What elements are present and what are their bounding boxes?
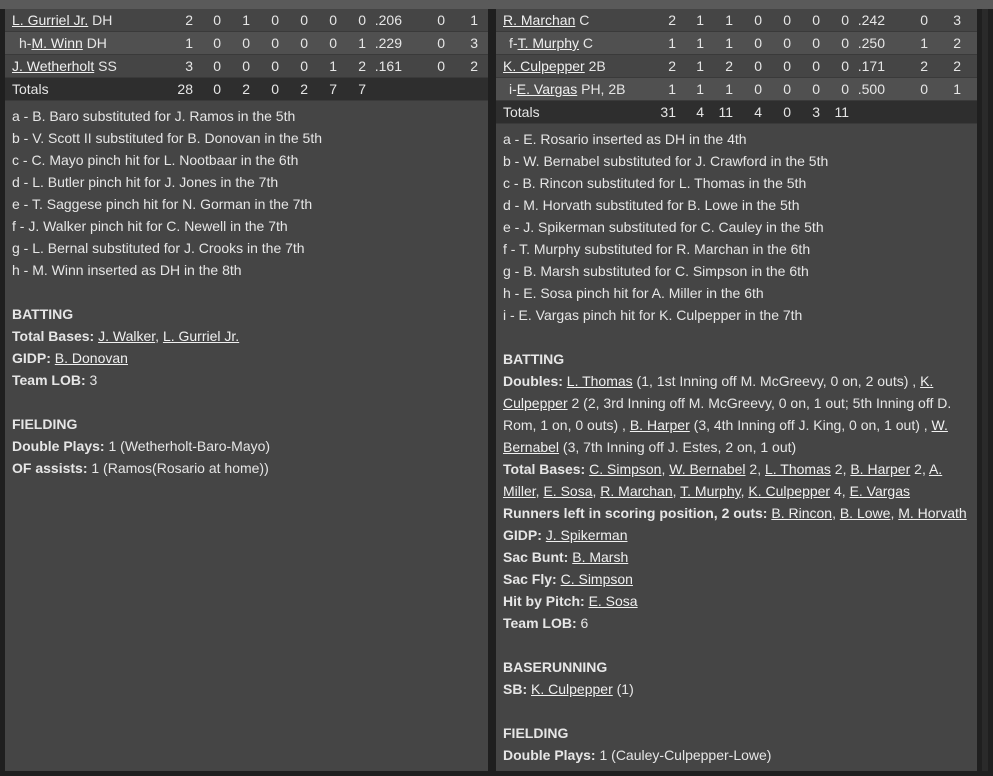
player-link[interactable]: L. Thomas — [566, 373, 633, 389]
totals-label: Totals — [503, 104, 540, 120]
player-link[interactable]: L. Gurriel Jr. — [12, 12, 89, 28]
doubles-line: Doubles: L. Thomas (1, 1st Inning off M. McGreevy, 0 on, 2 outs) , K. Culpepper 2 (2, 3rd Inning off M. McGreevy, 0 on, 1 out; 5th Inning off D. Rom, 1 on, 0 outs) , B. Harper (3, 4th Inning off J. King, 0 on, 1 out) , W. Bernabel (3, 7th Inning off J. Estes, 2 on, 1 out) — [503, 373, 952, 455]
top-bar — [0, 0, 993, 9]
player-link[interactable]: B. Harper — [850, 461, 911, 477]
stat-cell: 1 — [242, 12, 250, 28]
gidp-line: GIDP: B. Donovan — [12, 350, 128, 366]
stat-cell: 0 — [754, 12, 762, 28]
scrollbar[interactable] — [982, 9, 988, 771]
player-link[interactable]: K. Culpepper — [748, 483, 831, 499]
substitution-note: g - B. Marsh substituted for C. Simpson in the 6th — [503, 263, 809, 279]
player-link[interactable]: L. Gurriel Jr. — [162, 328, 240, 344]
player-link[interactable]: T. Murphy — [517, 35, 580, 51]
player-cell — [19, 32, 107, 54]
player-link[interactable]: K. — [920, 373, 934, 389]
table-row — [5, 9, 488, 32]
stat-cell: 0 — [841, 35, 849, 51]
totals-cell: 0 — [271, 81, 279, 97]
player-link[interactable]: R. Marchan — [600, 483, 673, 499]
sub-prefix: i- — [509, 81, 517, 97]
totals-cell: 7 — [329, 81, 337, 97]
baserunning-title: BASERUNNING — [503, 659, 608, 675]
position: DH — [92, 12, 113, 28]
stat-cell: 0 — [841, 81, 849, 97]
substitution-note: f - T. Murphy substituted for R. Marchan in the 6th — [503, 241, 811, 257]
totals-label: Totals — [12, 81, 49, 97]
stat-cell: .242 — [857, 12, 885, 28]
player-cell — [509, 32, 593, 54]
player-cell — [503, 9, 589, 31]
stat-cell: 0 — [437, 58, 445, 74]
player-link[interactable]: J. Walker — [98, 328, 156, 344]
stat-cell: 0 — [437, 12, 445, 28]
sub-prefix: h- — [19, 35, 32, 51]
substitution-note: d - L. Butler pinch hit for J. Jones in the 7th — [12, 174, 279, 190]
player-link[interactable]: J. Spikerman — [545, 527, 628, 543]
stat-cell: 0 — [213, 58, 221, 74]
stat-cell: 0 — [812, 35, 820, 51]
stat-cell: 1 — [696, 12, 704, 28]
stat-cell: 0 — [754, 35, 762, 51]
player-link[interactable]: J. Wetherholt — [12, 58, 95, 74]
player-link[interactable]: L. Thomas — [764, 461, 831, 477]
stat-cell: 3 — [185, 58, 193, 74]
stat-cell: 0 — [841, 12, 849, 28]
player-link[interactable]: E. Vargas — [516, 81, 578, 97]
stat-cell: .500 — [857, 81, 885, 97]
team-lob-line: Team LOB: 6 — [503, 615, 589, 631]
substitution-note: f - J. Walker pinch hit for C. Newell in the 7th — [12, 218, 288, 234]
stat-cell: .250 — [857, 35, 885, 51]
stat-cell: .171 — [857, 58, 885, 74]
stat-cell: 0 — [358, 12, 366, 28]
player-link[interactable]: E. Vargas — [849, 483, 910, 499]
totals-row — [496, 101, 977, 124]
total-bases-line: Total Bases: C. Simpson, W. Bernabel 2, L. Thomas 2, B. Harper 2, A. Miller, E. Sosa, R. Marchan, T. Murphy, K. Culpepper 4, E. Vargas — [503, 461, 943, 499]
substitution-note: a - B. Baro substituted for J. Ramos in the 5th — [12, 108, 296, 124]
stat-cell: 0 — [812, 12, 820, 28]
stat-cell: 2 — [953, 35, 961, 51]
double-plays-line: Double Plays: 1 (Wetherholt-Baro-Mayo) — [12, 438, 271, 454]
totals-cell: 31 — [660, 104, 676, 120]
batting-title: BATTING — [12, 306, 74, 322]
player-cell — [503, 55, 606, 77]
stat-cell: 2 — [668, 58, 676, 74]
stat-cell: 0 — [783, 35, 791, 51]
player-link[interactable]: A. — [928, 461, 943, 477]
substitution-notes — [496, 124, 977, 766]
substitution-note: d - M. Horvath substituted for B. Lowe in the 5th — [503, 197, 800, 213]
batting-table — [5, 9, 488, 101]
totals-cell: 0 — [213, 81, 221, 97]
stat-cell: 1 — [329, 58, 337, 74]
totals-cell: 28 — [177, 81, 193, 97]
stat-cell: 0 — [783, 58, 791, 74]
player-link[interactable]: M. Horvath — [898, 505, 967, 521]
stat-cell: 0 — [920, 12, 928, 28]
stat-cell: 1 — [953, 81, 961, 97]
of-assists-line: OF assists: 1 (Ramos(Rosario at home)) — [12, 460, 269, 476]
player-link[interactable]: B. Donovan — [54, 350, 128, 366]
position: C — [582, 35, 594, 51]
position: DH — [86, 35, 107, 51]
stat-cell: 0 — [271, 58, 279, 74]
stat-cell: 0 — [300, 12, 308, 28]
stat-cell: 0 — [271, 12, 279, 28]
player-link[interactable]: B. Marsh — [572, 549, 629, 565]
sub-prefix: f- — [509, 35, 518, 51]
stat-cell: 1 — [470, 12, 478, 28]
totals-cell: 11 — [834, 104, 849, 120]
stat-cell: 0 — [783, 12, 791, 28]
stat-cell: 2 — [920, 58, 928, 74]
stat-cell: 2 — [668, 12, 676, 28]
sb-line: SB: K. Culpepper (1) — [503, 681, 634, 697]
batting-table — [496, 9, 977, 124]
stat-cell: 1 — [696, 81, 704, 97]
hbp-line: Hit by Pitch: E. Sosa — [503, 593, 638, 609]
batting-title: BATTING — [503, 351, 565, 367]
totals-cell: 4 — [696, 104, 704, 120]
stat-cell: .161 — [374, 58, 402, 74]
table-row — [5, 32, 488, 55]
sac-fly-line: Sac Fly: C. Simpson — [503, 571, 633, 587]
stat-cell: 3 — [953, 12, 961, 28]
stat-cell: 0 — [783, 81, 791, 97]
player-link[interactable]: B. Rincon — [771, 505, 833, 521]
player-link[interactable]: E. Sosa — [543, 483, 593, 499]
totals-cell: 11 — [718, 104, 733, 120]
substitution-note: c - B. Rincon substituted for L. Thomas in the 5th — [503, 175, 807, 191]
player-cell — [12, 9, 112, 31]
fielding-title: FIELDING — [12, 416, 78, 432]
total-bases-line: Total Bases: J. Walker, L. Gurriel Jr. — [12, 328, 240, 344]
stat-cell: 0 — [920, 81, 928, 97]
substitution-note: b - V. Scott II substituted for B. Donovan in the 5th — [12, 130, 322, 146]
stat-cell: 0 — [242, 35, 250, 51]
stat-cell: 0 — [242, 58, 250, 74]
position: SS — [98, 58, 117, 74]
player-link[interactable]: K. Culpepper — [503, 58, 585, 74]
stat-cell: 0 — [213, 35, 221, 51]
position: C — [579, 12, 590, 28]
stat-cell: 1 — [725, 81, 733, 97]
stat-cell: 0 — [437, 35, 445, 51]
player-link[interactable]: K. Culpepper — [531, 681, 613, 697]
stat-cell: 0 — [300, 58, 308, 74]
player-cell — [509, 78, 625, 100]
stat-cell: 1 — [920, 35, 928, 51]
table-row — [5, 55, 488, 78]
fielding-title: FIELDING — [503, 725, 569, 741]
stat-cell: 0 — [754, 81, 762, 97]
home-box-score-panel — [496, 9, 977, 771]
stat-cell: 1 — [696, 35, 704, 51]
player-link[interactable]: Culpepper — [503, 395, 568, 411]
stat-cell: 1 — [725, 12, 733, 28]
stat-cell: 2 — [470, 58, 478, 74]
player-cell — [12, 55, 117, 77]
stat-cell: 2 — [953, 58, 961, 74]
position: PH, 2B — [581, 81, 626, 97]
player-link[interactable]: C. Simpson — [589, 461, 662, 477]
stat-cell: 2 — [358, 58, 366, 74]
totals-cell: 2 — [300, 81, 308, 97]
player-link[interactable]: B. Lowe — [839, 505, 891, 521]
stat-cell: 1 — [668, 81, 676, 97]
player-link[interactable]: W. Bernabel — [669, 461, 746, 477]
substitution-note: h - M. Winn inserted as DH in the 8th — [12, 262, 242, 278]
table-row — [496, 9, 977, 32]
player-link[interactable]: E. Sosa — [588, 593, 638, 609]
away-box-score-panel — [5, 9, 488, 771]
stat-cell: 2 — [185, 12, 193, 28]
gidp-line: GIDP: J. Spikerman — [503, 527, 628, 543]
stat-cell: 0 — [841, 58, 849, 74]
stat-cell: 0 — [329, 35, 337, 51]
stat-cell: 0 — [213, 12, 221, 28]
player-link[interactable]: M. Winn — [31, 35, 83, 51]
risp-line: Runners left in scoring position, 2 outs: B. Rincon, B. Lowe, M. Horvath — [503, 505, 967, 521]
totals-cell: 4 — [754, 104, 762, 120]
stat-cell: 0 — [812, 81, 820, 97]
stat-cell: 1 — [696, 58, 704, 74]
double-plays-line: Double Plays: 1 (Cauley-Culpepper-Lowe) — [503, 747, 772, 763]
player-link[interactable]: C. Simpson — [560, 571, 633, 587]
player-link[interactable]: B. Harper — [629, 417, 690, 433]
team-lob-line: Team LOB: 3 — [12, 372, 98, 388]
stat-cell: 0 — [271, 35, 279, 51]
stat-cell: 0 — [300, 35, 308, 51]
substitution-note: i - E. Vargas pinch hit for K. Culpepper in the 7th — [503, 307, 803, 323]
substitution-note: c - C. Mayo pinch hit for L. Nootbaar in the 6th — [12, 152, 299, 168]
stat-cell: 0 — [329, 12, 337, 28]
stat-cell: .229 — [374, 35, 402, 51]
substitution-note: a - E. Rosario inserted as DH in the 4th — [503, 131, 747, 147]
sac-bunt-line: Sac Bunt: B. Marsh — [503, 549, 629, 565]
totals-row — [5, 78, 488, 101]
player-link[interactable]: Miller — [503, 483, 536, 499]
substitution-note: h - E. Sosa pinch hit for A. Miller in the 6th — [503, 285, 764, 301]
table-row — [496, 32, 977, 55]
stat-cell: 1 — [668, 35, 676, 51]
stat-cell: 1 — [358, 35, 366, 51]
substitution-note: g - L. Bernal substituted for J. Crooks in the 7th — [12, 240, 305, 256]
substitution-notes — [5, 101, 488, 479]
totals-cell: 2 — [242, 81, 250, 97]
substitution-note: e - J. Spikerman substituted for C. Cauley in the 5th — [503, 219, 824, 235]
stat-cell: 1 — [725, 35, 733, 51]
stat-cell: .206 — [374, 12, 402, 28]
player-link[interactable]: T. Murphy — [680, 483, 741, 499]
position: 2B — [588, 58, 606, 74]
stat-cell: 3 — [470, 35, 478, 51]
totals-cell: 7 — [358, 81, 366, 97]
player-link[interactable]: R. Marchan — [503, 12, 576, 28]
stat-cell: 1 — [185, 35, 193, 51]
stat-cell: 0 — [754, 58, 762, 74]
totals-cell: 0 — [783, 104, 791, 120]
stat-cell: 2 — [725, 58, 733, 74]
substitution-note: e - T. Saggese pinch hit for N. Gorman in the 7th — [12, 196, 313, 212]
player-link[interactable]: W. — [931, 417, 948, 433]
stat-cell: 0 — [812, 58, 820, 74]
table-row — [496, 55, 977, 78]
substitution-note: b - W. Bernabel substituted for J. Crawford in the 5th — [503, 153, 829, 169]
totals-cell: 3 — [812, 104, 820, 120]
table-row — [496, 78, 977, 101]
player-link[interactable]: Bernabel — [503, 439, 560, 455]
